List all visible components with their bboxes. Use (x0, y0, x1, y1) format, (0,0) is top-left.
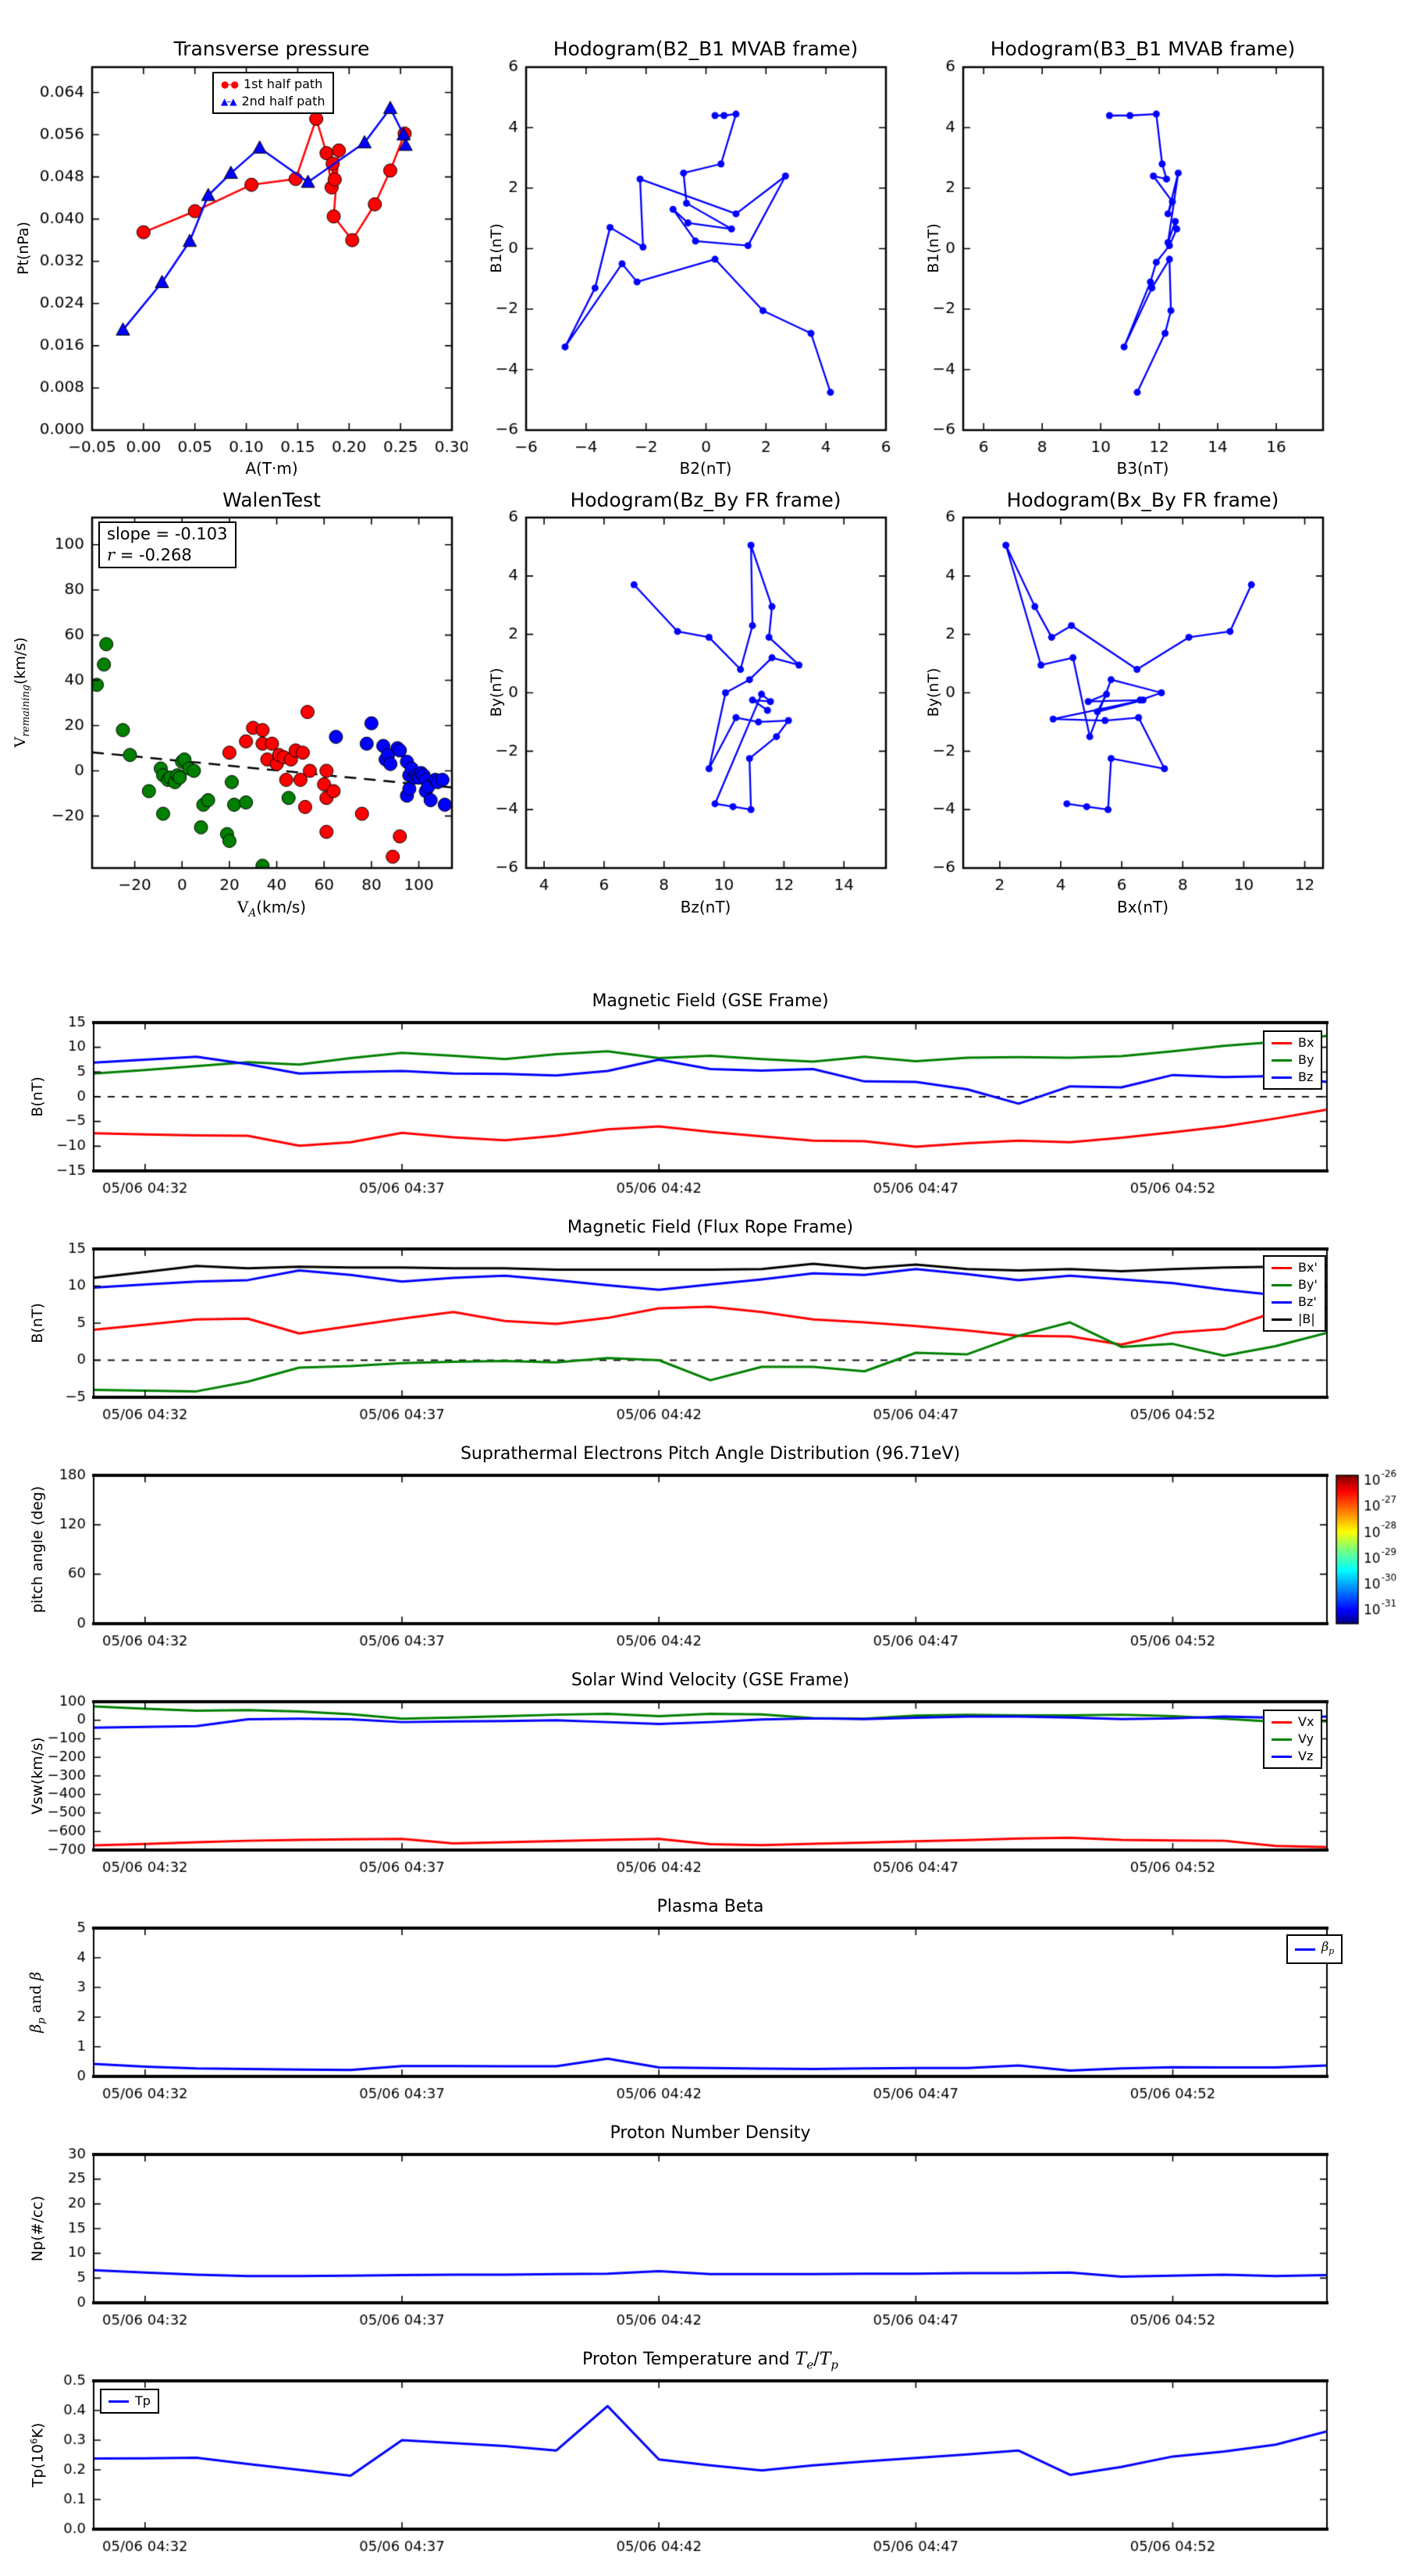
legend-label: Vz (1298, 1749, 1314, 1763)
y-axis-label-by-a: By(nT) (488, 667, 505, 717)
triangle-marker-swatch: ▲–▲ (221, 96, 236, 107)
legend-entry (221, 94, 325, 109)
r-symbol: r (107, 546, 116, 564)
slope-value: slope = -0.103 (107, 525, 228, 543)
legend-entry (1272, 1294, 1318, 1310)
hodogram-b3b1-canvas (901, 58, 1339, 473)
correlation-value (107, 545, 228, 566)
pitch-angle-distribution-canvas (31, 1464, 1405, 1660)
transverse-pressure-canvas (30, 58, 468, 473)
tp-ylabel-exp: 6 (28, 2438, 40, 2445)
line-swatch (1295, 1948, 1315, 1951)
tp-ylabel-post: K) (29, 2422, 47, 2439)
tp-title-e: e (806, 2357, 814, 2372)
tp-title-p: p (831, 2357, 838, 2372)
legend-label: Bx' (1298, 1260, 1318, 1275)
hodogram-bzby-canvas (464, 508, 902, 923)
va-base: V (237, 898, 249, 916)
line-swatch (1272, 1042, 1292, 1044)
line-swatch (1272, 1301, 1292, 1304)
legend-label: Bz' (1298, 1294, 1317, 1309)
legend-entry (1272, 1311, 1318, 1327)
legend-pt (212, 72, 334, 114)
panel-title-hodogram-b3b1: Hodogram(B3_B1 MVAB frame) (990, 37, 1296, 60)
legend-bgse (1263, 1030, 1322, 1090)
x-axis-label-bz: Bz(nT) (680, 898, 731, 916)
legend-label: Tp (135, 2393, 151, 2408)
legend-entry (108, 2393, 151, 2409)
line-swatch (108, 2400, 129, 2403)
y-axis-label-tp (28, 2423, 46, 2488)
legend-entry (1272, 1260, 1318, 1276)
hodogram-b2b1-canvas (464, 58, 902, 473)
line-swatch (1272, 1284, 1292, 1286)
panel-title-proton-temperature (582, 2350, 838, 2371)
legend-bfr (1263, 1255, 1326, 1332)
y-axis-label-vremaining (12, 637, 32, 747)
legend-label: $\beta_p$ (1321, 1939, 1335, 1957)
solar-wind-velocity-canvas (31, 1691, 1405, 1886)
beta-sym-2: β (27, 1971, 45, 1980)
y-axis-label-b1a: B1(nT) (488, 223, 505, 273)
x-axis-label-b2: B2(nT) (679, 459, 732, 478)
legend-entry (1272, 1052, 1314, 1068)
x-axis-label-b3: B3(nT) (1116, 459, 1169, 478)
panel-title-walen-test: WalenTest (222, 489, 321, 511)
beta-sub-p: p (35, 2017, 48, 2025)
legend-entry (221, 76, 325, 92)
legend-label: By (1298, 1052, 1314, 1067)
tp-title-pre: Proton Temperature and (582, 2350, 795, 2369)
walen-fit-annotation (98, 521, 237, 568)
panel-title-mag-fr: Magnetic Field (Flux Rope Frame) (567, 1218, 854, 1237)
y-axis-label-bgse: B(nT) (29, 1076, 46, 1117)
hodogram-bxby-canvas (901, 508, 1339, 923)
legend-label: Bx (1298, 1035, 1314, 1050)
legend-entry (1272, 1749, 1314, 1764)
panel-title-mag-gse: Magnetic Field (GSE Frame) (592, 991, 829, 1011)
y-axis-label-pitch: pitch angle (deg) (29, 1485, 46, 1614)
panel-title-plasma-beta: Plasma Beta (656, 1897, 764, 1916)
y-axis-label-bfr: B(nT) (29, 1303, 46, 1343)
vrem-rest: (km/s) (12, 637, 30, 685)
x-axis-label-va (237, 898, 306, 920)
panel-title-transverse-pressure: Transverse pressure (173, 37, 370, 60)
beta-sym-1: β (27, 2024, 45, 2033)
proton-density-canvas (31, 2144, 1405, 2339)
y-axis-label-pt: Pt(nPa) (15, 221, 32, 276)
magnetic-field-gse-canvas (31, 1012, 1405, 1207)
legend-tp (100, 2389, 159, 2414)
line-swatch (1272, 1059, 1292, 1062)
legend-label: 2nd half path (241, 94, 325, 109)
y-axis-label-by-b: By(nT) (925, 667, 942, 717)
legend-label: 1st half path (243, 76, 323, 91)
plasma-beta-canvas (31, 1917, 1405, 2112)
legend-label: |B| (1298, 1311, 1315, 1326)
line-swatch (1272, 1267, 1292, 1269)
legend-entry (1272, 1035, 1314, 1051)
line-swatch (1272, 1721, 1292, 1724)
va-sub: A (248, 907, 257, 920)
panel-title-hodogram-bxby: Hodogram(Bx_By FR frame) (1006, 489, 1279, 511)
x-axis-label-pt: A(T·m) (245, 459, 298, 478)
legend-entry (1272, 1277, 1318, 1293)
walen-test-canvas (30, 508, 468, 923)
va-rest: (km/s) (256, 898, 307, 916)
panel-title-hodogram-b2b1: Hodogram(B2_B1 MVAB frame) (553, 37, 859, 60)
circle-marker-swatch: ●–● (221, 79, 237, 90)
panel-title-hodogram-bzby: Hodogram(Bz_By FR frame) (570, 489, 841, 511)
panel-title-pitch-angle: Suprathermal Electrons Pitch Angle Distribution (96.71eV) (460, 1444, 961, 1464)
x-axis-label-bx: Bx(nT) (1116, 898, 1169, 916)
tp-title-t: T (819, 2350, 831, 2369)
legend-entry (1272, 1714, 1314, 1730)
legend-entry (1272, 1731, 1314, 1747)
y-axis-label-np: Np(#/cc) (29, 2195, 46, 2262)
panel-title-proton-density: Proton Number Density (610, 2123, 811, 2143)
proton-temperature-canvas (31, 2370, 1405, 2565)
r-rest: = -0.268 (115, 546, 192, 564)
legend-entry (1295, 1939, 1334, 1959)
line-swatch (1272, 1076, 1292, 1079)
legend-label: By' (1298, 1277, 1318, 1292)
legend-entry (1272, 1069, 1314, 1085)
y-axis-label-vsw: Vsw(km/s) (29, 1737, 46, 1815)
legend-label: Bz (1298, 1069, 1314, 1084)
y-axis-label-beta (27, 1972, 48, 2033)
tp-title-te: T (795, 2350, 807, 2369)
line-swatch (1272, 1756, 1292, 1758)
y-axis-label-b1b: B1(nT) (925, 223, 942, 273)
legend-vsw (1263, 1710, 1322, 1769)
legend-beta (1286, 1934, 1343, 1964)
vrem-base: V (12, 736, 30, 748)
panel-title-velocity: Solar Wind Velocity (GSE Frame) (571, 1670, 850, 1690)
legend-label: Vx (1298, 1714, 1314, 1729)
line-swatch (1272, 1738, 1292, 1741)
line-swatch (1272, 1318, 1292, 1321)
magnetic-field-fluxrope-canvas (31, 1238, 1405, 1433)
beta-and: and (27, 1980, 45, 2018)
vrem-sub: remaining (20, 685, 32, 737)
legend-label: Vy (1298, 1731, 1314, 1746)
tp-title-slash: / (813, 2350, 820, 2369)
tp-ylabel-pre: Tp(10 (29, 2444, 47, 2488)
